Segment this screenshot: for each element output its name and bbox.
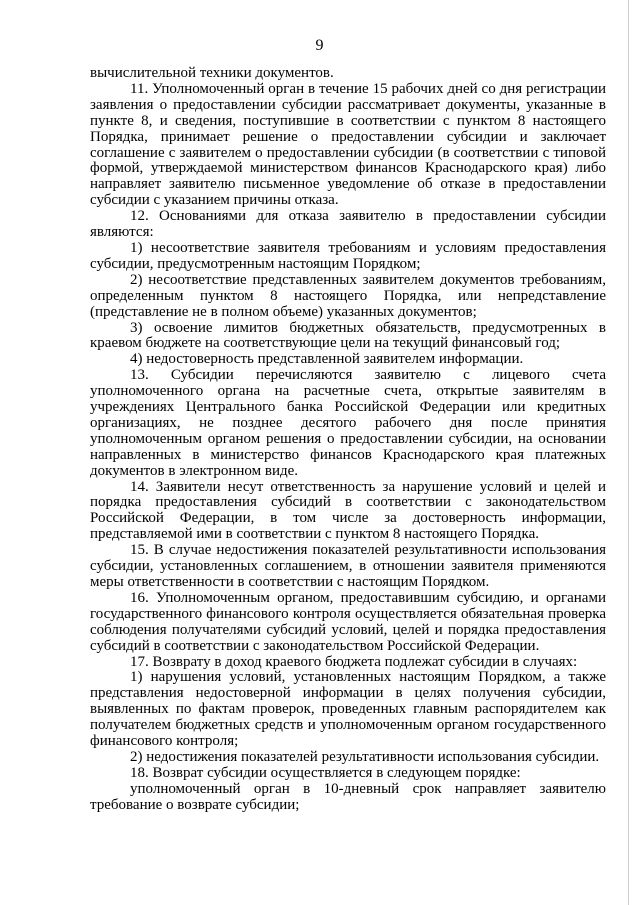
page-edge [628,0,629,905]
paragraph: 12. Основаниями для отказа заявителю в предоставлении субсидии являются: [90,208,606,241]
document-body [90,66,606,814]
paragraph: 17. Возврату в доход краевого бюджета подлежат субсидии в случаях: [130,653,578,670]
paragraph: 13. Субсидии перечисляются заявителю с лицевого счета уполномоченного органа на расчетные счета, открытые заявителям в учреждениях Центрального банка Российской Федерации или кредитных организациях, не позднее десятого рабочего дня после принятия уполномоченным органом решения о предоставлении субсидии, на основании направленных в министерство финансов Краснодарского края платежных документов в электронном виде. [90,367,606,479]
paragraph: 16. Уполномоченным органом, предоставившим субсидию, и органами государственного финансового контроля осуществляется обязательная проверка соблюдения получателями субсидий условий, целей и порядка предоставления субсидий в соответствии с законодательством Российской Федерации. [90,589,606,654]
paragraph: 2) несоответствие представленных заявителем документов требованиям, определенным пунктом 8 настоящего Порядка, или непредставление (представление не в полном объеме) указанных документов; [90,271,606,320]
paragraph: 1) нарушения условий, установленных настоящим Порядком, а также представления недостоверной информации в целях получения субсидии, выявленных по фактам проверок, проведенных главным распорядителем как получателем бюджетных средств и уполномоченным органом государственного финансового контроля; [90,669,606,750]
paragraph: 18. Возврат субсидии осуществляется в следующем порядке: [130,764,521,781]
paragraph: 11. Уполномоченный орган в течение 15 рабочих дней со дня регистрации заявления о предоставлении субсидии рассматривает документы, указанные в пункте 8, и сведения, поступившие в соответствии с пунктом 8 настоящего Порядка, принимает решение о предоставлении субсидии и заключает соглашение с заявителем о предоставлении субсидии (в соответствии с типовой формой, утверждаемой министерством финансов Краснодарского края) либо направляет заявителю письменное уведомление об отказе в предоставлении субсидии с указанием причины отказа. [90,80,606,209]
paragraph: 4) недостоверность представленной заявителем информации. [130,351,524,368]
paragraph: вычислительной техники документов. [90,65,334,81]
paragraph: 3) освоение лимитов бюджетных обязательств, предусмотренных в краевом бюджете на соответствующие цели на текущий финансовый год; [90,319,606,352]
paragraph: 1) несоответствие заявителя требованиям и условиям предоставления субсидии, предусмотренным настоящим Порядком; [90,239,606,272]
paragraph: уполномоченный орган в 10-дневный срок направляет заявителю требование о возврате субсидии; [90,780,606,813]
paragraph: 2) недостижения показателей результативности использования субсидии. [130,748,600,765]
paragraph: 14. Заявители несут ответственность за нарушение условий и целей и порядка предоставления субсидий в соответствии с законодательством Российской Федерации, в том числе за достоверность информации, представляемой ими в соответствии с пунктом 8 настоящего Порядка. [90,478,606,543]
paragraph: 15. В случае недостижения показателей результативности использования субсидии, установленных соглашением, в отношении заявителя применяются меры ответственности в соответствии с настоящим Порядком. [90,542,606,590]
page-number: 9 [315,37,324,54]
